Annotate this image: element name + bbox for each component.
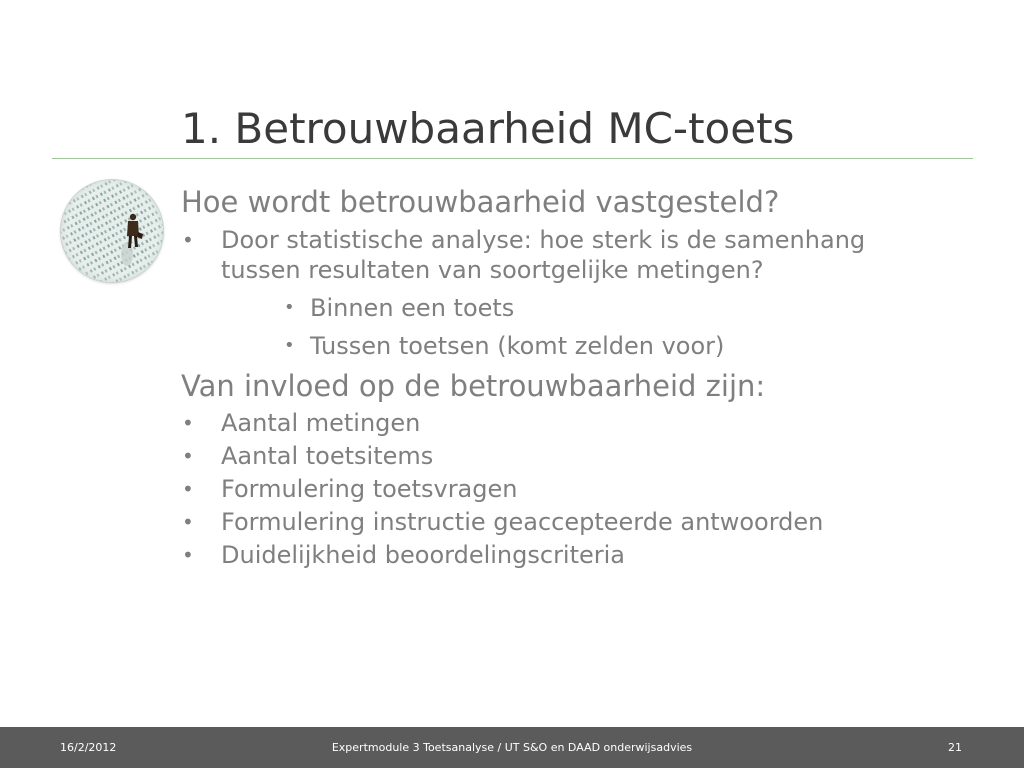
bullet-text: Door statistische analyse: hoe sterk is de samenhang tussen resultaten van soortgelijke metingen? — [221, 226, 866, 284]
bullet-item — [181, 441, 971, 471]
sub-bullet-item — [181, 331, 971, 361]
sub-bullet-item — [181, 293, 971, 323]
bullet-text: Formulering toetsvragen — [221, 475, 518, 503]
bullet-item — [181, 540, 971, 570]
title-divider — [52, 158, 973, 159]
page-number: 21 — [948, 741, 962, 754]
bullet-icon: • — [284, 297, 295, 318]
section-heading: Hoe wordt betrouwbaarheid vastgesteld? — [181, 185, 780, 219]
bullet-item — [181, 507, 971, 537]
slide-body — [181, 183, 971, 570]
figure-on-digits-photo-icon — [61, 180, 163, 282]
bullet-text: Formulering instructie geaccepteerde antwoorden — [221, 508, 824, 536]
slide-footer — [0, 727, 1024, 768]
bullet-item — [181, 474, 971, 504]
bullet-text: Aantal metingen — [221, 409, 421, 437]
bullet-icon: • — [182, 444, 194, 468]
sub-bullet-text: Tussen toetsen (komt zelden voor) — [310, 332, 725, 360]
section-heading: Van invloed op de betrouwbaarheid zijn: — [181, 369, 766, 403]
footer-title: Expertmodule 3 Toetsanalyse / UT S&O en DAAD onderwijsadvies — [331, 741, 693, 754]
bullet-text: Aantal toetsitems — [221, 442, 434, 470]
bullet-icon: • — [182, 510, 194, 534]
bullet-icon: • — [182, 543, 194, 567]
bullet-icon: • — [182, 477, 194, 501]
bullet-icon: • — [182, 411, 194, 435]
bullet-icon: • — [182, 228, 194, 252]
bullet-item — [181, 225, 921, 285]
bullet-text: Duidelijkheid beoordelingscriteria — [221, 541, 626, 569]
sub-bullet-text: Binnen een toets — [310, 294, 515, 322]
bullet-icon: • — [284, 335, 295, 356]
bullet-item — [181, 408, 971, 438]
slide-title: 1. Betrouwbaarheid MC-toets — [181, 104, 795, 153]
footer-date: 16/2/2012 — [60, 741, 117, 754]
